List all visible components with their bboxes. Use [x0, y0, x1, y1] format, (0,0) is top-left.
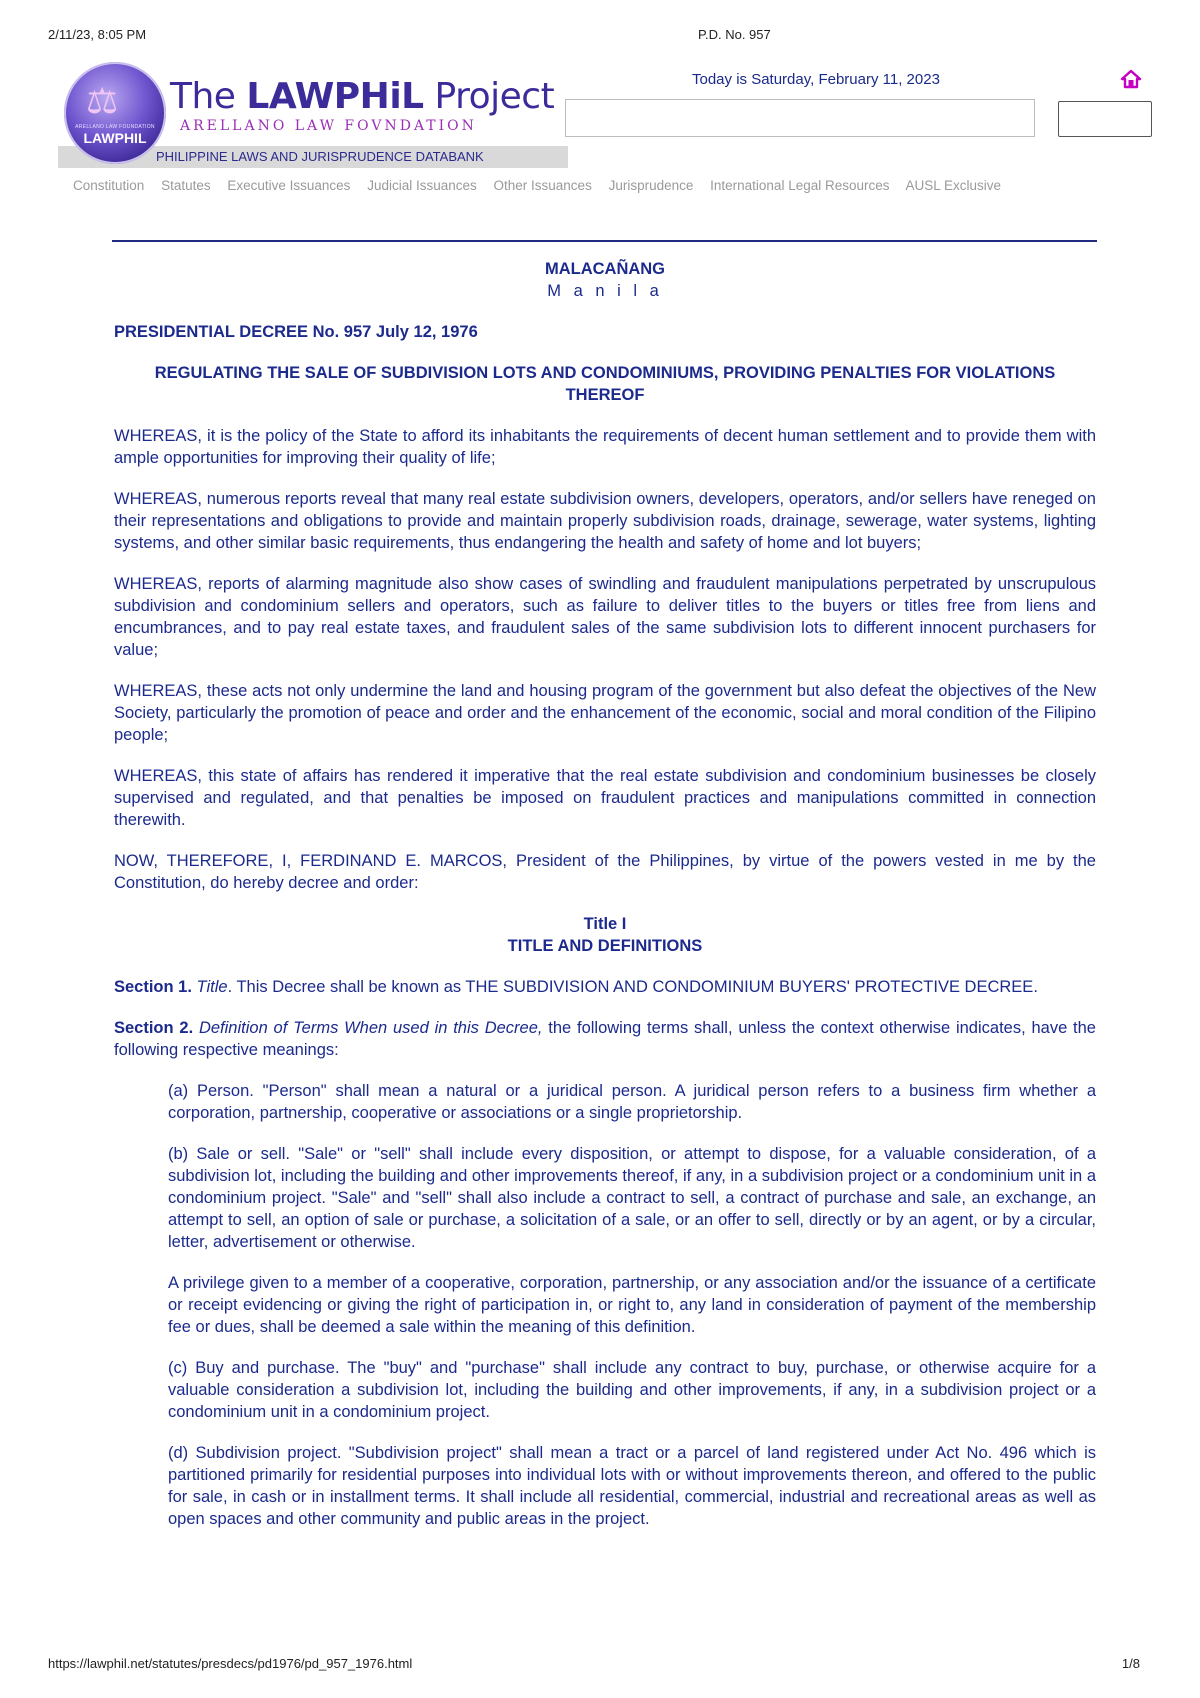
nav-item-constitution[interactable]: Constitution	[73, 178, 145, 193]
whereas-clause-3: WHEREAS, reports of alarming magnitude also show cases of swindling and fraudulent manipulations perpetrated by unscrupulous subdivision and condominium sellers and operators, such as failure to deliver titles to the buyers or titles free from liens and encumbrances, and to pay real estate taxes, and fraudulent sales of the same subdivision lots to different innocent purchasers for value;	[114, 575, 1096, 659]
logo-name-prefix: The	[170, 76, 247, 117]
nav-item-jurisprudence[interactable]: Jurisprudence	[608, 178, 694, 193]
logo-emblem-badge: LAWPHIL	[83, 130, 147, 146]
whereas-clause-1: WHEREAS, it is the policy of the State to afford its inhabitants the requirements of decent human settlement and to provide them with ample opportunities for improving their quality of life;	[114, 427, 1096, 467]
section-1-heading: Title	[196, 978, 228, 996]
print-header	[48, 27, 1152, 43]
title-i-label: Title I	[583, 915, 627, 933]
print-page-number: 1/8	[1121, 1656, 1140, 1671]
site-logo[interactable]	[58, 62, 568, 174]
logo-emblem-small-text: ARELLANO LAW FOUNDATION	[75, 124, 155, 130]
whereas-clause-2: WHEREAS, numerous reports reveal that many real estate subdivision owners, developers, operators, and/or sellers have reneged on their representations and obligations to provide and maintain properly subdivision roads, drainage, sewerage, water systems, lighting systems, and other similar basic requirements, thus endangering the health and safety of home and lot buyers;	[114, 490, 1096, 552]
main-nav	[73, 178, 1014, 193]
whereas-clause-4: WHEREAS, these acts not only undermine the land and housing program of the government but also defeat the objectives of the New Society, particularly the promotion of peace and order and the enhancement of the economic, social and moral condition of the Filipino people;	[114, 682, 1096, 744]
print-url: https://lawphil.net/statutes/presdecs/pd1976/pd_957_1976.html	[48, 1656, 413, 1671]
section-2-text: the following terms shall, unless the context otherwise indicates, have the following respective meanings:	[114, 1019, 1096, 1059]
logo-name	[170, 76, 554, 117]
logo-foundation: ARELLANO LAW FOVNDATION	[180, 118, 477, 134]
search-button[interactable]	[1058, 101, 1152, 137]
logo-name-bold: LAWPHiL	[246, 76, 424, 117]
nav-item-judicial-issuances[interactable]: Judicial Issuances	[367, 178, 477, 193]
print-footer	[48, 1656, 1152, 1672]
decree-title: PRESIDENTIAL DECREE No. 957 July 12, 1976	[114, 323, 478, 341]
city-heading: M a n i l a	[547, 282, 663, 300]
definition-b: (b) Sale or sell. "Sale" or "sell" shall include every disposition, or attempt to dispose, for a valuable consideration, of a subdivision lot, including the building and other improvements thereof, if any, in a subdivision project or a condominium unit in a condominium project. "Sale" and "sell" shall also include a contract to sell, a contract of purchase and sale, an exchange, an attempt to sell, an option of sale or purchase, a solicitation of a sale, or an offer to sell, directly or by an agent, or by a circular, letter, advertisement or otherwise.	[168, 1145, 1096, 1251]
document-body	[114, 258, 1096, 1549]
logo-emblem	[64, 62, 166, 164]
section-1	[114, 976, 1096, 998]
definition-b-privilege: A privilege given to a member of a cooperative, corporation, partnership, or any association and/or the issuance of a certificate or receipt evidencing or giving the right of participation in, or right to, any land in consideration of payment of the membership fee or dues, shall be deemed a sale within the meaning of this definition.	[168, 1274, 1096, 1336]
search-input[interactable]	[565, 99, 1035, 137]
section-2-heading: Definition of Terms When used in this Decree,	[198, 1019, 543, 1037]
definition-a: (a) Person. "Person" shall mean a natural or a juridical person. A juridical person refers to a business firm whether a corporation, partnership, cooperative or associations or a single proprietorship.	[168, 1082, 1096, 1122]
nav-item-international-legal-resources[interactable]: International Legal Resources	[710, 178, 890, 193]
now-therefore-clause: NOW, THEREFORE, I, FERDINAND E. MARCOS, President of the Philippines, by virtue of the powers vested in me by the Constitution, do hereby decree and order:	[114, 852, 1096, 892]
logo-tagline: PHILIPPINE LAWS AND JURISPRUDENCE DATABANK	[156, 149, 484, 164]
section-2-label: Section 2.	[114, 1019, 194, 1037]
nav-item-other-issuances[interactable]: Other Issuances	[493, 178, 592, 193]
home-icon[interactable]	[1120, 68, 1142, 90]
whereas-clause-5: WHEREAS, this state of affairs has rendered it imperative that the real estate subdivision and condominium businesses be closely supervised and regulated, and that penalties be imposed on fraudulent practices and manipulations committed in connection therewith.	[114, 767, 1096, 829]
section-1-text: . This Decree shall be known as THE SUBDIVISION AND CONDOMINIUM BUYERS' PROTECTIVE DECREE.	[227, 978, 1038, 996]
title-i-name: TITLE AND DEFINITIONS	[507, 937, 703, 955]
decree-subject: REGULATING THE SALE OF SUBDIVISION LOTS AND CONDOMINIUMS, PROVIDING PENALTIES FOR VIOLATIONS THEREOF	[154, 364, 1056, 404]
scales-of-justice-icon: ⚖	[86, 80, 119, 121]
section-2	[114, 1017, 1096, 1061]
today-date: Today is Saturday, February 11, 2023	[692, 71, 940, 88]
definition-c: (c) Buy and purchase. The "buy" and "purchase" shall include any contract to buy, purchase, or otherwise acquire for a valuable consideration a subdivision lot, including the building and other improvements, if any, in a subdivision project or a condominium unit in a condominium project.	[168, 1359, 1096, 1421]
logo-name-suffix: Project	[423, 76, 555, 117]
header-divider	[112, 240, 1097, 242]
print-datetime: 2/11/23, 8:05 PM	[48, 27, 147, 42]
nav-item-statutes[interactable]: Statutes	[161, 178, 211, 193]
nav-item-executive-issuances[interactable]: Executive Issuances	[227, 178, 351, 193]
print-page-title: P.D. No. 957	[698, 27, 771, 42]
section-1-label: Section 1.	[114, 978, 192, 996]
definition-d: (d) Subdivision project. "Subdivision project" shall mean a tract or a parcel of land registered under Act No. 496 which is partitioned primarily for residential purposes into individual lots with or without improvements thereon, and offered to the public for sale, in cash or in installment terms. It shall include all residential, commercial, industrial and recreational areas as well as open spaces and other community and public areas in the project.	[168, 1444, 1096, 1528]
office-heading: MALACAÑANG	[544, 260, 666, 278]
nav-item-ausl-exclusive[interactable]: AUSL Exclusive	[905, 178, 1002, 193]
